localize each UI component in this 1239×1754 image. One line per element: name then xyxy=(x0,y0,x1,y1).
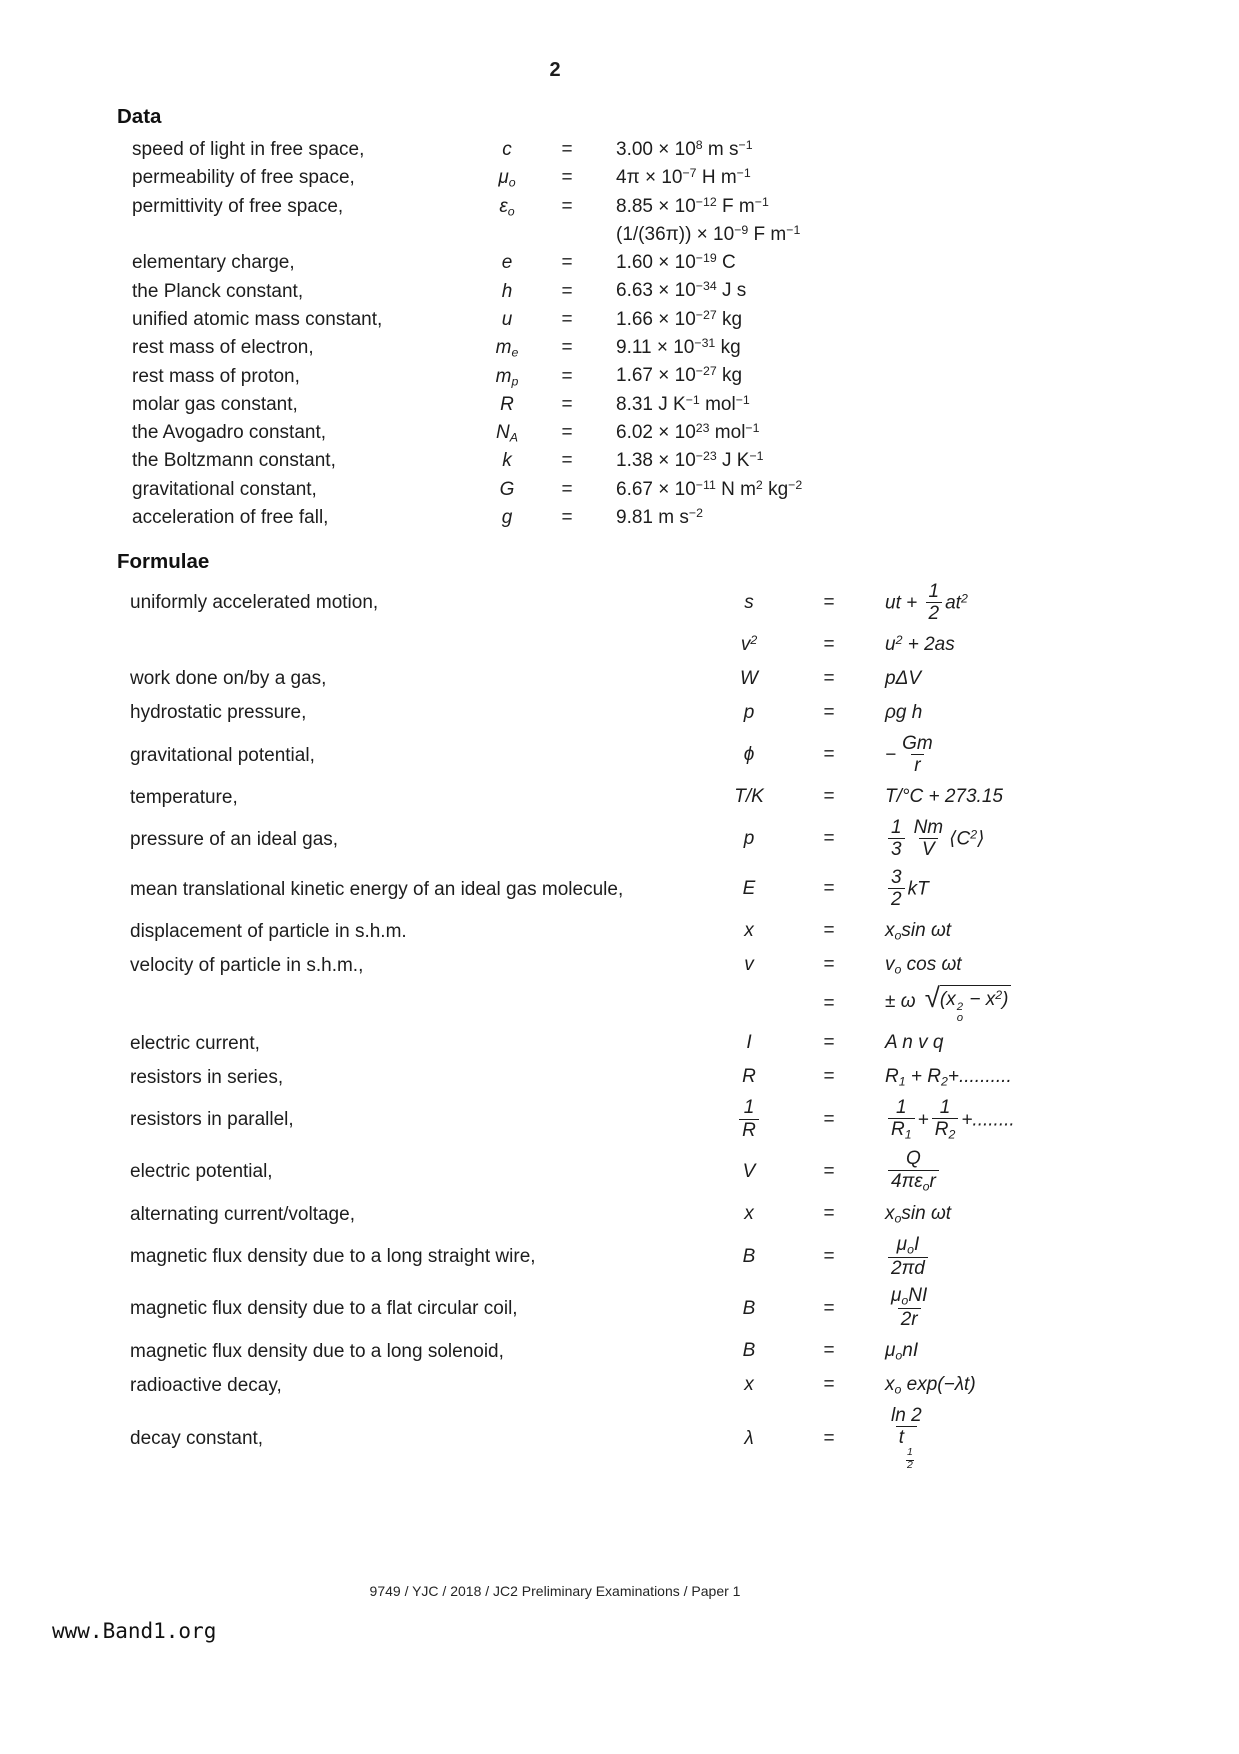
formula-symbol: x xyxy=(744,1203,754,1225)
constant-value: 8.31 J $K^{-1}$ mol$^{-1}$ xyxy=(616,392,750,415)
constant-value: $6.67 \times 10^{-11}$ N $m^2$ $kg^{-2}$ xyxy=(616,477,803,500)
formula-label: radioactive decay, xyxy=(130,1374,282,1396)
constant-value: $6.02 \times 10^{23}$ mol$^{-1}$ xyxy=(616,420,760,444)
formula-label: resistors in series, xyxy=(130,1066,284,1088)
equals-sign: = xyxy=(823,954,835,976)
data-row xyxy=(132,166,1209,194)
formula-row xyxy=(130,982,1229,1026)
formula-row xyxy=(130,730,1229,780)
equals-sign: = xyxy=(561,280,573,302)
equals-sign: = xyxy=(561,422,573,444)
constant-label: the Boltzmann constant, xyxy=(132,450,336,472)
formula-expression: $x_o\sin$ ωt xyxy=(885,919,952,943)
formula-symbol: B xyxy=(742,1246,756,1268)
formula-label: temperature, xyxy=(130,786,238,808)
constant-label: acceleration of free fall, xyxy=(132,507,329,529)
data-row xyxy=(132,138,1209,166)
formula-symbol: x xyxy=(744,1374,754,1396)
constant-label: rest mass of electron, xyxy=(132,337,314,359)
formula-expression: T/°C + 273.15 xyxy=(885,786,1003,808)
equals-sign: = xyxy=(823,668,835,690)
formula-row xyxy=(130,1283,1229,1335)
equals-sign: = xyxy=(823,1427,835,1449)
data-row xyxy=(132,449,1209,477)
constant-value: $1.66 \times 10^{-27}$ kg xyxy=(616,307,743,330)
constant-label: rest mass of proton, xyxy=(132,365,300,387)
formula-expression: $\frac{Q}{4\pi\varepsilon_or}$ xyxy=(873,1148,1229,1195)
equals-sign: = xyxy=(823,1297,835,1319)
data-row xyxy=(132,308,1209,336)
constant-symbol: e xyxy=(501,252,513,274)
data-row xyxy=(132,421,1209,449)
equals-sign: = xyxy=(823,744,835,766)
formula-symbol: T/K xyxy=(734,786,764,808)
constant-value: $(1/(36\pi)) \times 10^{-9}$ F $m^{-1}$ xyxy=(616,222,801,246)
equals-sign: = xyxy=(823,1246,835,1268)
formula-row xyxy=(130,1368,1229,1402)
constant-symbol: $m_p$ xyxy=(495,365,519,389)
equals-sign: = xyxy=(823,634,835,656)
formula-expression: $\mu_onI$ xyxy=(885,1339,919,1363)
constant-symbol: k xyxy=(502,450,512,472)
formula-label: electric potential, xyxy=(130,1160,273,1182)
formula-symbol: $\frac{1}{R}$ xyxy=(713,1097,785,1142)
constant-label: permeability of free space, xyxy=(132,167,355,189)
equals-sign: = xyxy=(561,450,573,472)
equals-sign: = xyxy=(561,139,573,161)
formula-symbol: v xyxy=(744,954,754,976)
equals-sign: = xyxy=(823,828,835,850)
formula-row xyxy=(130,1146,1229,1198)
constant-value: $4\pi \times 10^{-7}$ H $m^{-1}$ xyxy=(616,166,751,189)
formula-expression: $\frac{\mu_oNI}{2r}$ xyxy=(891,1285,928,1331)
data-row xyxy=(132,393,1209,421)
equals-sign: = xyxy=(561,252,573,274)
equals-sign: = xyxy=(823,1203,835,1225)
equals-sign: = xyxy=(561,365,573,387)
formula-row xyxy=(130,1334,1229,1368)
constant-value: $8.85 \times 10^{-12}$ F $m^{-1}$ xyxy=(616,194,769,217)
constant-symbol: R xyxy=(500,393,514,415)
formula-expression: $\frac{1}{R_1}$ + $\frac{1}{R_2}$ +........ xyxy=(873,1097,1229,1144)
data-row xyxy=(132,506,1209,534)
constant-value: 9.81 m $s^{-2}$ xyxy=(616,505,703,529)
formula-expression: ± ω √ (x 2 o − $x^2$) xyxy=(873,985,1229,1024)
formula-symbol: V xyxy=(742,1160,756,1182)
formula-row xyxy=(130,1402,1229,1474)
equals-sign: = xyxy=(561,308,573,330)
watermark-url: www.Band1.org xyxy=(52,1619,217,1643)
formula-symbol: R xyxy=(742,1066,756,1088)
formula-row xyxy=(130,1231,1229,1283)
formula-row xyxy=(130,864,1229,914)
equals-sign: = xyxy=(823,1374,835,1396)
formula-expression: $v_o$ cos ωt xyxy=(885,953,962,977)
formula-symbol: ϕ xyxy=(743,744,755,766)
formula-label: hydrostatic pressure, xyxy=(130,702,307,724)
formula-symbol: B xyxy=(742,1297,756,1319)
formula-label: velocity of particle in s.h.m., xyxy=(130,954,364,976)
formula-expression: $\frac{3}{2}$ kT xyxy=(873,867,1229,912)
formula-symbol: p xyxy=(743,702,755,724)
page-number: 2 xyxy=(549,59,561,81)
formula-row xyxy=(130,914,1229,948)
formula-row xyxy=(130,814,1229,864)
formula-expression: ut + $\frac{1}{2}$ $at^2$ xyxy=(885,580,968,625)
formula-label: decay constant, xyxy=(130,1427,264,1449)
formula-expression: A n v q xyxy=(885,1032,944,1054)
formula-symbol: E xyxy=(742,878,756,900)
formula-expression: $R_1 + R_2+$.......... xyxy=(885,1065,1012,1089)
formula-label: mean translational kinetic energy of an ideal gas molecule, xyxy=(130,878,624,900)
data-row xyxy=(132,364,1209,392)
formula-symbol: $v^2$ xyxy=(740,633,758,656)
formula-row xyxy=(130,1094,1229,1146)
constant-label: elementary charge, xyxy=(132,252,295,274)
constant-label: the Avogadro constant, xyxy=(132,422,327,444)
constant-symbol: $\mu_o$ xyxy=(498,167,516,191)
formula-label: electric current, xyxy=(130,1032,260,1054)
constant-symbol: $\varepsilon_o$ xyxy=(499,195,515,219)
formula-symbol: p xyxy=(743,828,755,850)
formula-expression: ln 2 t $\frac{1}{2}$ xyxy=(891,1404,922,1471)
equals-sign: = xyxy=(823,1032,835,1054)
formula-label: magnetic flux density due to a long straight wire, xyxy=(130,1246,536,1268)
formula-label: resistors in parallel, xyxy=(130,1109,294,1131)
constant-symbol: $m_e$ xyxy=(495,337,519,360)
formula-symbol: B xyxy=(742,1340,756,1362)
constant-value: $9.11 \times 10^{-31}$ kg xyxy=(616,336,741,359)
formula-symbol: x xyxy=(744,920,754,942)
formula-label: magnetic flux density due to a flat circular coil, xyxy=(130,1297,518,1319)
formula-label: work done on/by a gas, xyxy=(130,668,327,690)
equals-sign: = xyxy=(823,1066,835,1088)
formula-label: displacement of particle in s.h.m. xyxy=(130,920,407,942)
formula-row xyxy=(130,1197,1229,1231)
equals-sign: = xyxy=(823,1108,835,1130)
formula-row xyxy=(130,662,1229,696)
constant-label: molar gas constant, xyxy=(132,393,298,415)
formula-label: alternating current/voltage, xyxy=(130,1203,355,1225)
equals-sign: = xyxy=(561,507,573,529)
formula-row xyxy=(130,628,1229,662)
constant-symbol: G xyxy=(499,478,515,500)
equals-sign: = xyxy=(561,195,573,217)
equals-sign: = xyxy=(823,1160,835,1182)
formula-label: pressure of an ideal gas, xyxy=(130,828,339,850)
formula-expression: $x_o\sin$ ωt xyxy=(885,1202,952,1226)
data-section-heading: Data xyxy=(117,105,162,128)
formula-label: gravitational potential, xyxy=(130,744,315,766)
constant-value: $1.67 \times 10^{-27}$ kg xyxy=(616,364,743,387)
constant-value: $1.38 \times 10^{-23}$ J $K^{-1}$ xyxy=(616,449,764,472)
constant-value: $3.00 \times 10^8$ m $s^{-1}$ xyxy=(616,138,753,161)
constant-label: gravitational constant, xyxy=(132,478,317,500)
equals-sign: = xyxy=(561,167,573,189)
equals-sign: = xyxy=(561,393,573,415)
constant-symbol: c xyxy=(502,139,512,161)
formulae-section-heading: Formulae xyxy=(117,550,210,573)
constant-label: speed of light in free space, xyxy=(132,139,365,161)
formula-expression: ρg h xyxy=(885,702,923,724)
data-row xyxy=(132,223,1209,251)
formula-row xyxy=(130,696,1229,730)
equals-sign: = xyxy=(823,1340,835,1362)
footer-reference: 9749 / YJC / 2018 / JC2 Preliminary Examinations / Paper 1 xyxy=(369,1583,741,1599)
equals-sign: = xyxy=(561,478,573,500)
formulae-table xyxy=(130,578,1229,1475)
equals-sign: = xyxy=(561,337,573,359)
constant-symbol: h xyxy=(501,280,513,302)
formula-expression: $x_o$ exp(−λt) xyxy=(885,1373,976,1397)
formula-expression: $u^2 + 2as$ xyxy=(885,633,955,656)
formula-row xyxy=(130,578,1229,628)
constant-value: $1.60 \times 10^{-19}$ C xyxy=(616,251,736,274)
constant-label: permittivity of free space, xyxy=(132,195,344,217)
formula-expression: $\frac{\mu_oI}{2\pi d}$ xyxy=(873,1234,1229,1281)
constant-symbol: g xyxy=(501,507,513,529)
formula-label: uniformly accelerated motion, xyxy=(130,592,379,614)
data-row xyxy=(132,336,1209,364)
formula-symbol: W xyxy=(740,668,758,690)
formula-symbol: I xyxy=(746,1032,752,1054)
constant-value: $6.63 \times 10^{-34}$ J s xyxy=(616,279,747,302)
formula-expression: $\frac{1}{3}$ $\frac{Nm}{V}$ $⟨C^2⟩$ xyxy=(873,817,1229,862)
data-constants-table xyxy=(132,138,1209,534)
formula-row xyxy=(130,1026,1229,1060)
constant-symbol: $N_A$ xyxy=(496,422,518,445)
formula-row xyxy=(130,1060,1229,1094)
constant-label: unified atomic mass constant, xyxy=(132,308,383,330)
constant-label: the Planck constant, xyxy=(132,280,304,302)
data-row xyxy=(132,195,1209,223)
constant-symbol: u xyxy=(501,308,513,330)
equals-sign: = xyxy=(823,993,835,1015)
formula-symbol: s xyxy=(744,592,754,614)
equals-sign: = xyxy=(823,878,835,900)
equals-sign: = xyxy=(823,592,835,614)
equals-sign: = xyxy=(823,702,835,724)
equals-sign: = xyxy=(823,920,835,942)
formula-symbol: λ xyxy=(744,1427,754,1449)
formula-expression: − $\frac{Gm}{r}$ xyxy=(885,732,933,777)
formula-row xyxy=(130,948,1229,982)
formula-row xyxy=(130,780,1229,814)
data-row xyxy=(132,279,1209,307)
formula-label: magnetic flux density due to a long solenoid, xyxy=(130,1340,504,1362)
equals-sign: = xyxy=(823,786,835,808)
data-row xyxy=(132,478,1209,506)
data-row xyxy=(132,251,1209,279)
formula-expression: pΔV xyxy=(885,668,921,690)
